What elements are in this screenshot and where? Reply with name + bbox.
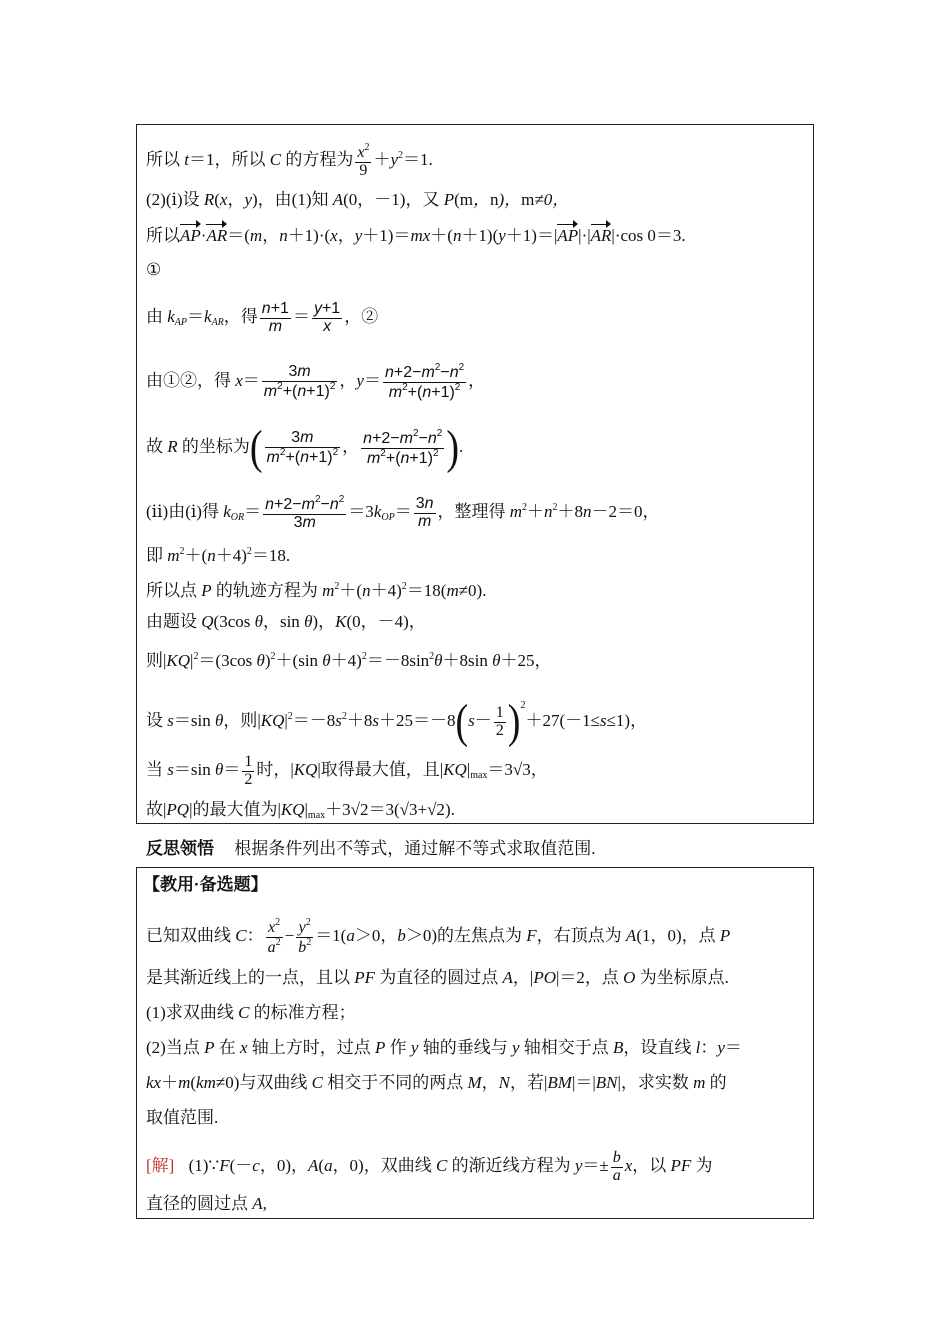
reflection-label: 反思领悟	[146, 839, 214, 858]
solution-line-1: [解] (1)∵F(－c，0)，A(a，0)，双曲线 C 的渐近线方程为 y＝± $\frac{b}{a}$ x，以 PF 为	[146, 1149, 713, 1184]
line-09: 即 $m^2+(n+4)^2=18$.	[146, 546, 291, 565]
solution-label: [解]	[146, 1156, 175, 1176]
fraction: $\frac{n+1}{m}$	[261, 300, 289, 335]
fraction: $\frac{n+2-m^2-n^2}{m^2+(n+1)^2}$	[363, 428, 443, 467]
line-15: 故|PQ|的最大值为$|KQ|_{max}+3√2=3(√3+√2)$.	[146, 800, 455, 821]
reflection-line	[146, 838, 596, 860]
line-02: (2)(ⅰ)设 R(x，y)，由(1)知 A(0，－1)，又 P(m，n)，m≠0，	[146, 190, 570, 209]
fraction: $\frac{y+1}{x}$	[313, 300, 341, 335]
problem-line-1: 已知双曲线 C： $\frac{x^2}{a^2}$ − $\frac{y^2}{b^2}$ ＝1(a＞0，b＞0)的左焦点为 F，右顶点为 A(1，0)，点 P	[146, 917, 731, 956]
line-11: 由题设 Q(3cos θ，sin θ)，K(0，－4)，	[146, 612, 426, 631]
problem-line-4: (2)当点 P 在 x 轴上方时，过点 P 作 y 轴的垂线与 y 轴相交于点 B，设直线 l：y＝	[146, 1038, 742, 1057]
fraction: $\frac{n+2-m^2-n^2}{m^2+(n+1)^2}$	[384, 362, 465, 401]
line-04: ①	[146, 260, 162, 279]
fraction: $\frac{n+2-m^2-n^2}{3m}$	[265, 494, 345, 531]
reflection-text: 根据条件列出不等式，通过解不等式求取值范围.	[234, 839, 596, 858]
problem-line-6: 取值范围.	[146, 1108, 219, 1127]
fraction: $\frac{x^2}{9}$	[357, 142, 370, 179]
problem-line-5: kx＋m(km≠0)与双曲线 C 相交于不同的两点 M，N，若|BM|＝|BN|，求实数 m 的	[146, 1073, 727, 1092]
line-07: 故 R 的坐标为( $\frac{3m}{m^2+(n+1)^2}$ ， $\frac{n+2-m^2-n^2}{m^2+(n+1)^2}$ ).	[146, 422, 464, 475]
fraction: $\frac{3m}{m^2+(n+1)^2}$	[266, 429, 339, 466]
problem-line-3: (1)求双曲线 C 的标准方程；	[146, 1003, 356, 1022]
fraction: $\frac{b}{a}$	[612, 1149, 621, 1184]
solution-box	[136, 124, 814, 824]
line-12: 则$|KQ|^2=(3\cos$ θ)$^2$＋(sin $\theta+4)^2=-8\sin^2\theta+8\sin$ θ＋25，	[146, 651, 552, 670]
fraction: $\frac{3m}{m^2+(n+1)^2}$	[263, 363, 336, 400]
line-06: 由①②，得 x＝ $\frac{3m}{m^2+(n+1)^2}$ ，y＝ $\frac{n+2-m^2-n^2}{m^2+(n+1)^2}$ ，	[146, 362, 486, 401]
line-13: 设 s＝sin θ，则$|KQ|^2=-8s^2+8s+25=-8(s-$ $\frac{1}{2}$ )$^2$＋27(－1≤s≤1)，	[146, 695, 648, 749]
line-03: 所以AP·AR＝(m，n＋1)·(x，y＋1)＝mx＋(n＋1)(y＋1)＝|AP|·|AR|·cos 0＝3.	[146, 223, 686, 247]
vector-ap: AP	[180, 223, 201, 247]
solution-line-2: 直径的圆过点 A,	[146, 1194, 267, 1213]
line-05: 由 $k_{AP}=k_{AR}$，得 $\frac{n+1}{m}$ ＝ $\frac{y+1}{x}$ ，②	[146, 300, 379, 335]
line-08: (ⅱ)由(ⅰ)得 $k_{OR}=$ $\frac{n+2-m^2-n^2}{3m}$ $=3k_{OP}=$ $\frac{3n}{m}$ ，整理得 $m^2+n^2+8n-2=0$，	[146, 494, 660, 531]
fraction: $\frac{1}{2}$	[244, 753, 253, 788]
vector-ar: AR	[591, 223, 612, 247]
fraction: $\frac{x^2}{a^2}$	[267, 917, 281, 956]
problem-header: 【教用·备选题】	[143, 875, 268, 894]
vector-ap: AP	[557, 223, 578, 247]
fraction: $\frac{y^2}{b^2}$	[298, 917, 312, 956]
problem-box	[136, 867, 814, 1219]
line-01: 所以 t＝1，所以 C 的方程为 $\frac{x^2}{9}$ $+y^2=1$.	[146, 142, 433, 179]
vector-ar: AR	[206, 223, 227, 247]
line-10: 所以点 P 的轨迹方程为 $m^2+(n+4)^2=18(m\ne 0)$.	[146, 581, 487, 600]
line-14: 当 s＝sin θ＝ $\frac{1}{2}$ 时，|KQ|取得最大值，且$|KQ|_{max}=3√3$，	[146, 753, 548, 788]
fraction: $\frac{3n}{m}$	[415, 495, 434, 530]
problem-line-2: 是其渐近线上的一点，且以 PF 为直径的圆过点 A，|PO|＝2，点 O 为坐标原点.	[146, 968, 729, 987]
fraction: $\frac{1}{2}$	[495, 703, 504, 739]
